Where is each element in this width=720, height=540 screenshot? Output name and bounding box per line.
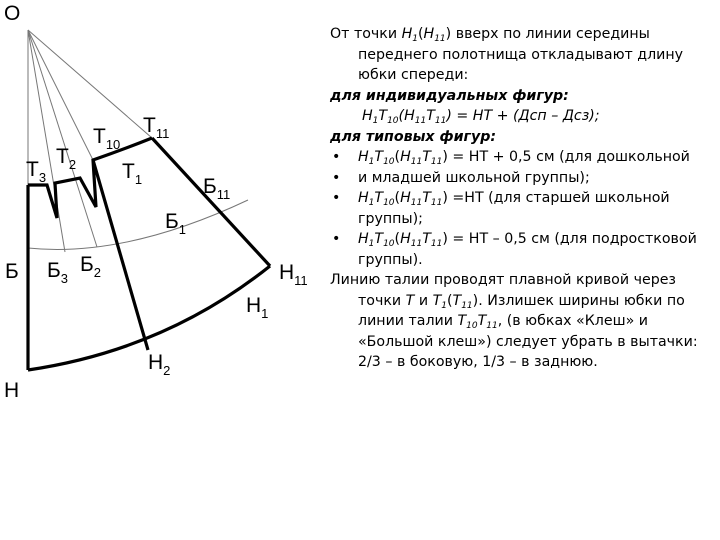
list-item-junior: • и младшей школьной группы); [332, 169, 590, 186]
label-h2: $H_2$ [148, 351, 171, 378]
intro-paragraph: От точки $H_1(H_{11})$ вверх по линии середины переднего полотнища откладывают длину юбки спереди: [330, 26, 684, 83]
label-b: Б [5, 260, 19, 283]
waist-line-paragraph: Линию талии проводят плавной кривой через точки T и $T_1(T_{11})$. Излишек ширины юбки по линии талии $T_{10}T_{11}$, (в юбках «Клеш» и «Большой клеш») следует убрать в вытачки: 2/3 – в боковую, 1/3 – в заднюю. [330, 272, 698, 370]
center-front-line [93, 160, 148, 350]
individual-formula: $H_1T_{10}(H_{11}T_{11})$ = НТ + (Дсп – Дсз); [362, 108, 600, 126]
label-o: O [4, 2, 21, 25]
list-item-preschool: • $H_1T_{10}(H_{11}T_{11})$ = НТ + 0,5 см (для дошкольной [332, 149, 690, 167]
label-b3: $Б_3$ [47, 259, 69, 286]
label-t3: $T_3$ [26, 158, 47, 185]
label-t11: $T_{11}$ [143, 114, 170, 141]
ray-o-to-b2 [28, 30, 97, 247]
construction-lines [28, 30, 248, 252]
label-t1: $T_1$ [122, 160, 143, 187]
list-item-senior: • $H_1T_{10}(H_{11}T_{11}) =НТ$ (для старшей школьной группы); [332, 190, 670, 227]
skirt-pattern-diagram [0, 0, 330, 540]
list-item-teen: • $H_1T_{10}(H_{11}T_{11})$ = НТ – 0,5 см (для подростковой группы). [332, 231, 697, 268]
label-t2: $T_2$ [56, 145, 77, 172]
label-b1: $Б_1$ [165, 210, 187, 237]
ray-o-to-t10 [28, 30, 93, 160]
side-seam [152, 138, 270, 266]
label-h11: $H_{11}$ [279, 261, 308, 288]
pattern-outline [28, 138, 270, 370]
typical-figures-heading: для типовых фигур: [330, 128, 497, 145]
ray-o-to-b3 [28, 30, 65, 252]
ray-o-to-t11 [28, 30, 152, 138]
point-labels [4, 2, 308, 402]
instructions-text [330, 24, 715, 373]
label-b11: $Б_{11}$ [203, 175, 231, 202]
individual-figures-heading: для индивидуальных фигур: [330, 87, 569, 104]
label-h1: $H_1$ [246, 294, 269, 321]
label-h: H [4, 379, 20, 402]
typical-figures-list [330, 147, 715, 270]
label-b2: $Б_2$ [80, 253, 102, 280]
label-t10: $T_{10}$ [93, 125, 121, 152]
